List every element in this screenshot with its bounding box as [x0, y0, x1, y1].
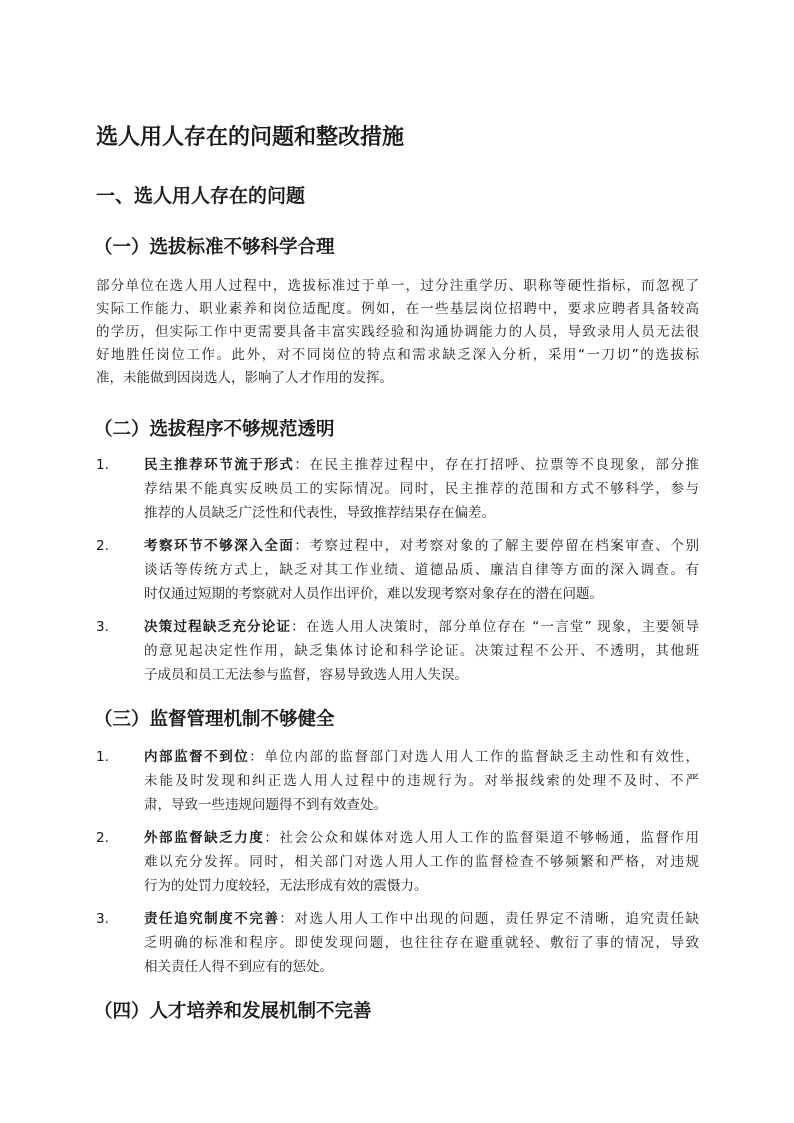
list-item-line: 推荐的人员缺乏广泛性和代表性，导致推荐结果存在偏差。	[144, 505, 495, 521]
list-item-term: 外部监督缺乏力度	[144, 830, 265, 846]
list-item-term: 民主推荐环节流于形式	[144, 457, 295, 473]
subsection-heading-talent-development: （四）人才培养和发展机制不完善	[94, 1001, 372, 1022]
paragraph-line: 好地胜任岗位工作。此外，对不同岗位的特点和需求缺乏深入分析，采用“一刀切”的选拔标	[96, 347, 699, 363]
list-item-term: 责任追究制度不完善	[144, 911, 280, 927]
paragraph-standards	[96, 275, 699, 390]
list-item	[96, 615, 699, 687]
subsection-heading-procedures: （二）选拔程序不够规范透明	[94, 419, 335, 440]
list-number: 1.	[96, 457, 109, 473]
list-item-line: 谈话等传统方式上，缺乏对其工作业绩、道德品质、廉洁自律等方面的深入调查。有	[144, 562, 699, 578]
list-item-line: ：社会公众和媒体对选人用人工作的监督渠道不够畅通，监督作用	[264, 830, 700, 846]
list-item-line: ：对选人用人工作中出现的问题，责任界定不清晰，追究责任缺	[279, 911, 699, 927]
paragraph-line: 准，未能做到因岗选人，影响了人才作用的发挥。	[96, 370, 393, 386]
list-item-line: 荐结果不能真实反映员工的实际情况。同时，民主推荐的范围和方式不够科学，参与	[144, 481, 699, 497]
list-item-line: 子成员和员工无法参与监督，容易导致选人用人失误。	[144, 667, 468, 683]
subsection-heading-supervision: （三）监督管理机制不够健全	[94, 709, 335, 730]
list-item-line: 的意见起决定性作用，缺乏集体讨论和科学论证。决策过程不公开、不透明，其他班	[144, 643, 699, 659]
list-item-term: 决策过程缺乏充分论证	[144, 619, 292, 635]
paragraph-line: 实际工作能力、职业素养和岗位适配度。例如，在一些基层岗位招聘中，要求应聘者具备较高	[96, 301, 699, 317]
procedures-list	[96, 453, 699, 696]
list-item-line: 未能及时发现和纠正选人用人过程中的违规行为。对举报线索的处理不及时、不严	[144, 773, 699, 789]
list-item-line: 相关责任人得不到应有的惩处。	[144, 959, 333, 975]
list-item-line: ：考察过程中，对考察对象的了解主要停留在档案审查、个别	[294, 538, 700, 554]
list-item	[96, 453, 699, 525]
section-heading-problems: 一、选人用人存在的问题	[96, 185, 306, 207]
list-item-line: 行为的处罚力度较轻，无法形成有效的震慑力。	[144, 878, 428, 894]
list-item-line: ：在选人用人决策时，部分单位存在 “一言堂” 现象，主要领导	[291, 619, 699, 635]
list-item	[96, 534, 699, 606]
list-item-term: 考察环节不够深入全面	[144, 538, 295, 554]
list-item-line: ：在民主推荐过程中，存在打招呼、拉票等不良现象，部分推	[294, 457, 700, 473]
list-number: 3.	[96, 619, 109, 635]
list-item	[96, 826, 699, 898]
list-number: 1.	[96, 749, 109, 765]
paragraph-line: 部分单位在选人用人过程中，选拔标准过于单一，过分注重学历、职称等硬性指标，而忽视了	[96, 278, 699, 294]
document-title: 选人用人存在的问题和整改措施	[96, 125, 405, 150]
list-item-line: 难以充分发挥。同时，相关部门对选人用人工作的监督检查不够频繁和严格，对违规	[144, 854, 699, 870]
list-item	[96, 907, 699, 979]
list-item	[96, 745, 699, 817]
list-item-term: 内部监督不到位	[144, 749, 250, 765]
list-number: 3.	[96, 911, 109, 927]
list-item-line: 乏明确的标准和程序。即使发现问题，也往往存在避重就轻、敷衍了事的情况，导致	[144, 935, 699, 951]
list-number: 2.	[96, 538, 109, 554]
subsection-heading-standards: （一）选拔标准不够科学合理	[94, 237, 335, 258]
paragraph-line: 的学历，但实际工作中更需要具备丰富实践经验和沟通协调能力的人员，导致录用人员无法很	[96, 324, 699, 340]
list-number: 2.	[96, 830, 109, 846]
list-item-line: 时仅通过短期的考察就对人员作出评价，难以发现考察对象存在的潜在问题。	[144, 586, 603, 602]
list-item-line: ：单位内部的监督部门对选人用人工作的监督缺乏主动性和有效性，	[249, 749, 700, 765]
supervision-list	[96, 745, 699, 988]
list-item-line: 肃，导致一些违规问题得不到有效查处。	[144, 797, 387, 813]
